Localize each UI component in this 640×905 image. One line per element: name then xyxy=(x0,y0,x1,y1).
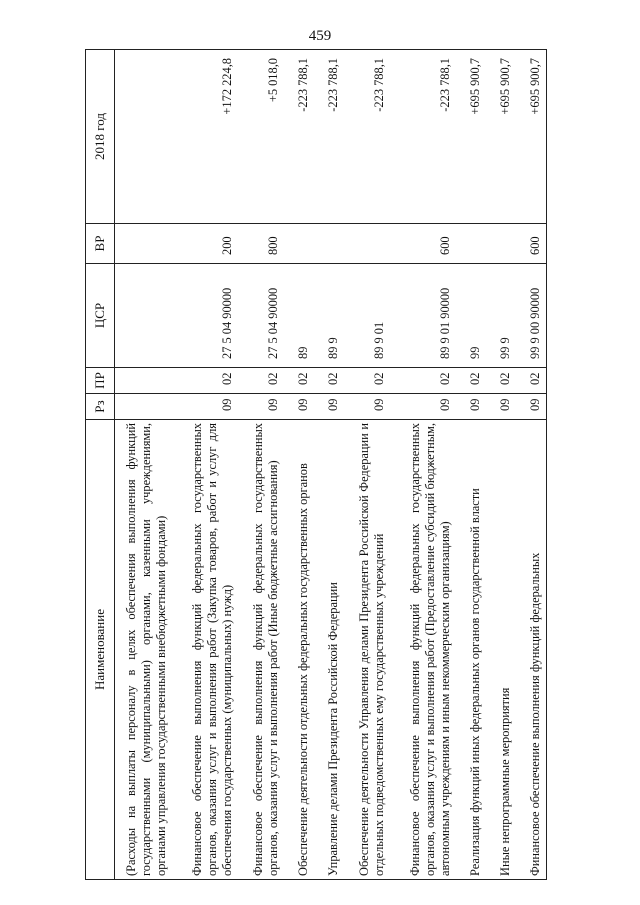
table-row xyxy=(517,50,547,880)
row-amount: -223 788,1 xyxy=(345,50,391,224)
table-row xyxy=(391,50,457,880)
header-name: Наименование xyxy=(86,420,115,880)
table-row xyxy=(239,50,285,880)
row-pr: 02 xyxy=(285,368,315,394)
row-vr: 200 xyxy=(173,224,239,264)
row-csr: 27 5 04 90000 xyxy=(239,264,285,368)
header-pr: ПР xyxy=(86,368,115,394)
row-rz: 09 xyxy=(285,394,315,420)
row-rz: 09 xyxy=(173,394,239,420)
row-name: Иные непрограммные мероприятия xyxy=(487,420,517,880)
row-name: Обеспечение деятельности Управления делами Президента Российской Федерации и отдельных подведомственных ему государственных учреждений xyxy=(345,420,391,880)
table-row xyxy=(457,50,487,880)
row-rz: 09 xyxy=(391,394,457,420)
row-name: Реализация функций иных федеральных органов государственной власти xyxy=(457,420,487,880)
row-amount: +5 018,0 xyxy=(239,50,285,224)
row-vr: 800 xyxy=(239,224,285,264)
row-pr: 02 xyxy=(487,368,517,394)
row-pr: 02 xyxy=(457,368,487,394)
row-name: Финансовое обеспечение выполнения функций федеральных государственных органов, оказания услуг и выполнения работ (Закупка товаров, работ и услуг для обеспечения государственных (муниципальных) нужд) xyxy=(173,420,239,880)
row-vr: 600 xyxy=(391,224,457,264)
header-year: 2018 год xyxy=(86,50,115,224)
row-name: Управление делами Президента Российской Федерации xyxy=(315,420,345,880)
row-amount: -223 788,1 xyxy=(391,50,457,224)
row-pr: 02 xyxy=(517,368,547,394)
row-csr: 89 9 01 xyxy=(345,264,391,368)
row-rz: 09 xyxy=(345,394,391,420)
row-pr: 02 xyxy=(345,368,391,394)
row-rz: 09 xyxy=(487,394,517,420)
table-row xyxy=(315,50,345,880)
row-amount: -223 788,1 xyxy=(315,50,345,224)
row-pr: 02 xyxy=(315,368,345,394)
row-pr xyxy=(115,368,173,394)
table-row xyxy=(115,50,173,880)
row-amount: +695 900,7 xyxy=(457,50,487,224)
row-vr xyxy=(115,224,173,264)
row-vr xyxy=(345,224,391,264)
header-rz: Рз xyxy=(86,394,115,420)
row-name: Финансовое обеспечение выполнения функций федеральных государственных органов, оказания услуг и выполнения работ (Иные бюджетные ассигнования) xyxy=(239,420,285,880)
row-amount: +172 224,8 xyxy=(173,50,239,224)
page-number: 459 xyxy=(308,28,332,44)
row-csr: 99 xyxy=(457,264,487,368)
row-vr: 600 xyxy=(517,224,547,264)
row-name: Обеспечение деятельности отдельных федеральных государственных органов xyxy=(285,420,315,880)
row-csr xyxy=(115,264,173,368)
rotated-table-container xyxy=(85,50,560,880)
row-rz: 09 xyxy=(315,394,345,420)
row-vr xyxy=(487,224,517,264)
row-csr: 89 9 xyxy=(315,264,345,368)
row-pr: 02 xyxy=(391,368,457,394)
row-name: Финансовое обеспечение выполнения функций федеральных государственных органов, оказания услуг и выполнения работ (Предоставление субсидий бюджетным, автономным учреждениям и иным некоммерческим организациям) xyxy=(391,420,457,880)
row-rz xyxy=(115,394,173,420)
row-csr: 99 9 xyxy=(487,264,517,368)
row-rz: 09 xyxy=(457,394,487,420)
row-csr: 89 9 01 90000 xyxy=(391,264,457,368)
row-amount: +695 900,7 xyxy=(487,50,517,224)
row-vr xyxy=(315,224,345,264)
row-csr: 99 9 00 90000 xyxy=(517,264,547,368)
row-rz: 09 xyxy=(517,394,547,420)
table-row xyxy=(345,50,391,880)
table-row xyxy=(285,50,315,880)
row-rz: 09 xyxy=(239,394,285,420)
header-csr: ЦСР xyxy=(86,264,115,368)
budget-table xyxy=(85,49,547,880)
row-pr: 02 xyxy=(239,368,285,394)
row-name: Финансовое обеспечение выполнения функций федеральных xyxy=(517,420,547,880)
row-pr: 02 xyxy=(173,368,239,394)
table-header-row xyxy=(86,50,115,880)
header-vr: ВР xyxy=(86,224,115,264)
row-vr xyxy=(457,224,487,264)
row-vr xyxy=(285,224,315,264)
row-amount: -223 788,1 xyxy=(285,50,315,224)
row-name: (Расходы на выплаты персоналу в целях обеспечения выполнения функций государственными (муниципальными) органами, казенными учреждениями, органами управления государственными внебюджетными фондами) xyxy=(115,420,173,880)
table-row xyxy=(487,50,517,880)
table-row xyxy=(173,50,239,880)
row-csr: 89 xyxy=(285,264,315,368)
row-csr: 27 5 04 90000 xyxy=(173,264,239,368)
row-amount: +695 900,7 xyxy=(517,50,547,224)
row-amount xyxy=(115,50,173,224)
